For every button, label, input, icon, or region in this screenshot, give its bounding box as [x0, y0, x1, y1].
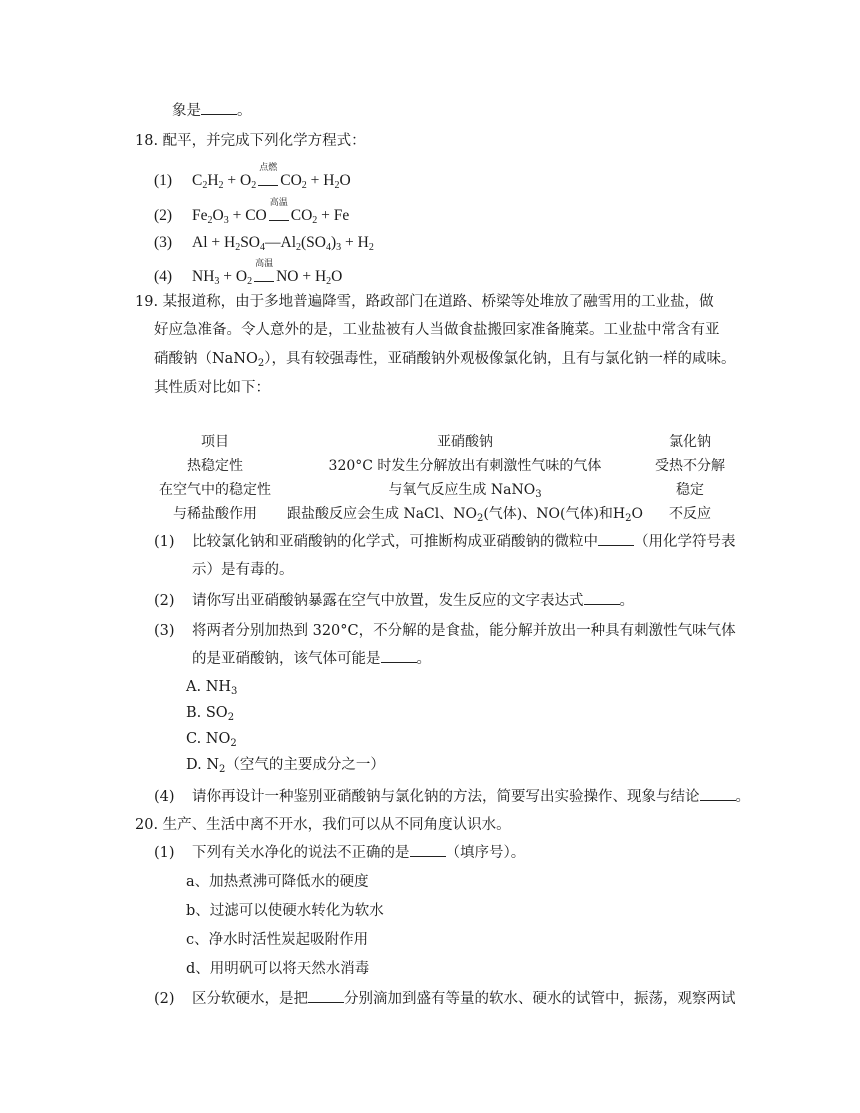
q19-sub1-cont: 示）是有毒的。 — [192, 562, 294, 578]
q19-intro-2: 好应急准备。令人意外的是，工业盐被有人当做食盐搬回家准备腌菜。工业盐中常含有亚 — [154, 322, 720, 338]
table-cell: 在空气中的稳定性 — [159, 482, 271, 498]
q20-title: 20. 生产、生活中离不开水，我们可以从不同角度认识水。 — [135, 817, 511, 833]
q18-title: 18. 配平，并完成下列化学方程式： — [135, 133, 366, 149]
option-b: B. $SO_2$ — [186, 705, 235, 723]
answer-blank[interactable] — [584, 591, 620, 605]
option-a: A. $NH_3$ — [186, 679, 238, 697]
table-cell: 跟盐酸反应会生成 NaCl、$NO_2$(气体)、NO(气体)和$H_2O$ — [287, 506, 643, 524]
answer-blank[interactable] — [700, 787, 736, 801]
answer-blank[interactable] — [410, 843, 446, 857]
answer-blank[interactable] — [598, 532, 634, 546]
option-d: D. $N_2$（空气的主要成分之一） — [186, 757, 385, 775]
equation-2: (2) $Fe_2O_3$ + CO 高温 $CO_2 + Fe$ — [154, 198, 350, 226]
q19-intro-3: 硝酸钠（NaNO$_2$），具有较强毒性，亚硝酸钠外观极像氯化钠，且有与氯化钠一样的咸味。 — [154, 351, 736, 369]
choice-a: a、加热煮沸可降低水的硬度 — [186, 874, 369, 890]
choice-b: b、过滤可以使硬水转化为软水 — [186, 903, 384, 919]
table-cell: 稳定 — [676, 482, 704, 498]
equation-1: (1) $C_2H_2 + O_2$ 点燃 $CO_2 + H_2O$ — [154, 163, 351, 191]
table-cell: 与氧气反应生成 NaNO$_3$ — [388, 482, 542, 500]
q19-sub3-cont: 的是亚硝酸钠，该气体可能是 。 — [192, 651, 431, 667]
q19-sub2: (2) 请你写出亚硝酸钠暴露在空气中放置，发生反应的文字表达式 。 — [154, 593, 634, 609]
q19-intro-1: 19. 某报道称，由于多地普遍降雪，路政部门在道路、桥梁等处堆放了融雪用的工业盐，做 — [135, 294, 714, 310]
table-cell: 与稀盐酸作用 — [173, 506, 257, 522]
choice-c: c、净水时活性炭起吸附作用 — [186, 932, 369, 948]
answer-blank[interactable] — [381, 649, 417, 663]
table-cell: 320°C 时发生分解放出有刺激性气味的气体 — [328, 458, 602, 474]
table-cell: 不反应 — [669, 506, 711, 522]
answer-blank[interactable] — [201, 101, 237, 115]
table-cell: 热稳定性 — [187, 458, 243, 474]
table-cell: 受热不分解 — [655, 458, 725, 474]
answer-blank[interactable] — [308, 989, 344, 1003]
option-c: C. $NO_2$ — [186, 731, 237, 749]
table-header-nacl: 氯化钠 — [669, 434, 711, 450]
q17-tail: 象是 。 — [172, 103, 252, 119]
q19-sub3: (3) 将两者分别加热到 320°C，不分解的是食盐，能分解并放出一种具有刺激性气味气体 — [154, 623, 736, 639]
choice-d: d、用明矾可以将天然水消毒 — [186, 961, 370, 977]
table-header-item: 项目 — [201, 434, 229, 450]
table-header-nano2: 亚硝酸钠 — [437, 434, 493, 450]
equation-3: (3) $Al + H_2SO_4—Al_2(SO_4)_3 + H_2$ — [154, 234, 374, 253]
q19-sub1: (1) 比较氯化钠和亚硝酸钠的化学式，可推断构成亚硝酸钠的微粒中 （用化学符号表 — [154, 534, 736, 550]
q20-sub1: (1) 下列有关水净化的说法不正确的是 （填序号）。 — [154, 845, 526, 861]
q19-intro-4: 其性质对比如下： — [154, 380, 270, 396]
equation-4: (4) $NH_3 + O_2$ 高温 NO + $H_2O$ — [154, 259, 343, 287]
q20-sub2: (2) 区分软硬水，是把 分别滴加到盛有等量的软水、硬水的试管中，振荡，观察两试 — [154, 991, 736, 1007]
q19-sub4: (4) 请你再设计一种鉴别亚硝酸钠与氯化钠的方法，简要写出实验操作、现象与结论 。 — [154, 789, 750, 805]
